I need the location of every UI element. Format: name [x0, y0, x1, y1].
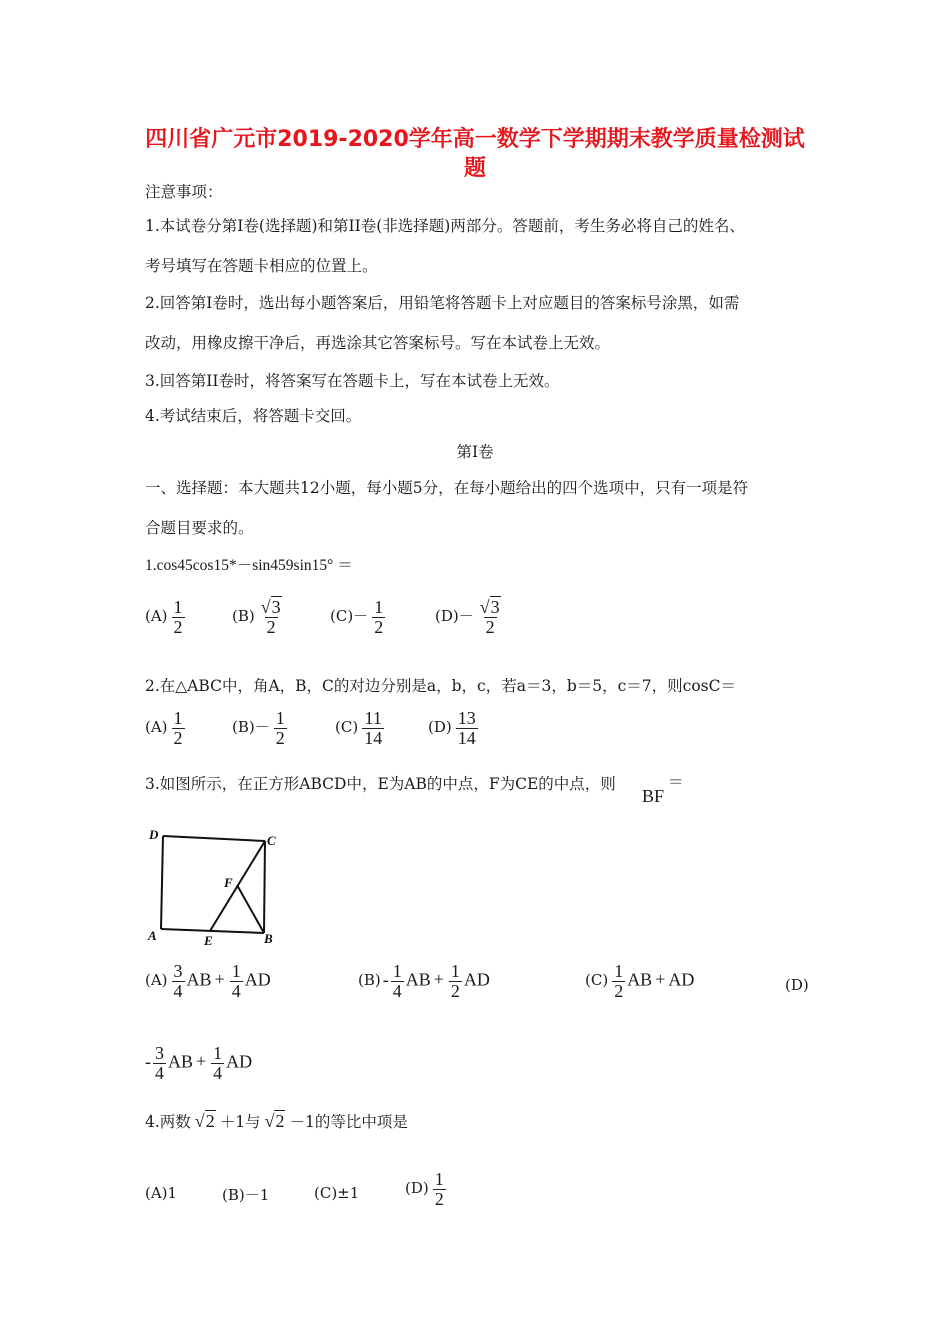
fraction: $\frac{√3}{2}$: [479, 597, 500, 637]
q3-option-d-label: (D): [785, 976, 809, 994]
notice-item: 2.回答第Ⅰ卷时，选出每小题答案后，用铅笔将答题卡上对应题目的答案标号涂黑，如需: [145, 294, 740, 312]
q4-option-c: (C)±1: [314, 1184, 360, 1202]
option-label: (A): [145, 718, 168, 737]
option-label: (D)－: [435, 607, 474, 626]
question-1-stem: 1.cos45cos15*－sin459sin15° ＝: [145, 557, 353, 574]
fraction: $\frac{13}{14}$: [457, 708, 476, 748]
fraction: $\frac{1}{2}$: [275, 708, 285, 748]
label-f: F: [224, 875, 233, 890]
label-d: D: [149, 827, 159, 842]
fraction: $\frac{1}{2}$: [173, 597, 183, 637]
notice-item: 1.本试卷分第Ⅰ卷(选择题)和第II卷(非选择题)两部分。答题前，考生务必将自己的姓名、: [145, 217, 745, 235]
q3-option-b: (B) - $\frac{1}{4}$ AB + $\frac{1}{2}$ AD: [358, 961, 490, 1001]
fraction: $\frac{1}{2}$: [374, 597, 384, 637]
fraction: $\frac{3}{4}$: [173, 961, 183, 1001]
fraction: $\frac{1}{2}$: [450, 961, 460, 1001]
page-title-continued: 题: [463, 156, 486, 181]
option-label: (C)－: [330, 607, 369, 626]
section-instructions-continued: 合题目要求的。: [145, 519, 254, 537]
option-label: (A): [145, 607, 168, 626]
label-b: B: [264, 931, 273, 946]
option-label: (C): [335, 718, 359, 737]
question-3-stem: 3.如图所示，在正方形ABCD中，E为AB的中点，F为CE的中点，则: [145, 775, 616, 793]
fraction: $\frac{1}{4}$: [231, 961, 241, 1001]
q2-option-c: [335, 709, 386, 748]
fraction: $\frac{1}{2}$: [434, 1169, 444, 1209]
label-e: E: [204, 933, 213, 948]
segment-da: [161, 836, 163, 929]
label-a: A: [148, 928, 157, 943]
segment-cb: [264, 841, 265, 933]
label-c: C: [267, 833, 276, 848]
notice-item: 考号填写在答题卡相应的位置上。: [145, 257, 378, 275]
sqrt-2: √2: [194, 1111, 215, 1131]
q3-option-a: (A) $\frac{3}{4}$ AB + $\frac{1}{4}$ AD: [145, 961, 271, 1001]
notice-item: 4.考试结束后，将答题卡交回。: [145, 407, 362, 425]
section-title: 第Ⅰ卷: [456, 443, 494, 461]
fraction: $\frac{1}{4}$: [213, 1043, 223, 1083]
q2-option-b: [232, 709, 289, 748]
question-4-stem: 4.两数 √2 ＋1与 √2 －1的等比中项是: [145, 1111, 408, 1131]
fraction: $\frac{1}{4}$: [392, 961, 402, 1001]
segment-dc: [163, 836, 265, 841]
option-label: (D): [428, 718, 452, 737]
q2-option-a: [145, 709, 187, 748]
q1-option-c: [330, 598, 387, 637]
fraction: $\frac{3}{4}$: [155, 1043, 164, 1083]
q4-option-a: (A)1: [145, 1184, 178, 1202]
fraction: $\frac{√3}{2}$: [260, 597, 281, 637]
notice-heading: 注意事项：: [145, 183, 223, 201]
q4-option-b: (B)－1: [222, 1186, 270, 1204]
fraction: $\frac{11}{14}$: [364, 708, 383, 748]
equals-sign: ＝: [668, 773, 684, 791]
option-label: (B): [232, 607, 255, 626]
segment-fb: [237, 885, 264, 933]
q1-option-a: [145, 598, 187, 637]
option-label: (B)－: [232, 718, 270, 737]
vector-bf: BF: [642, 786, 665, 806]
fraction: $\frac{1}{2}$: [173, 708, 183, 748]
q3-option-d: - $\frac{3}{4}$ AB + $\frac{1}{4}$ AD: [145, 1043, 253, 1083]
q1-option-d: [435, 598, 505, 637]
question-2-stem: 2.在△ABC中，角A，B，C的对边分别是a，b，c，若a＝3，b＝5，c＝7，则cosC＝: [145, 677, 736, 695]
sqrt-2: √2: [264, 1111, 285, 1131]
page-title: 四川省广元市2019-2020学年高一数学下学期期末教学质量检测试: [145, 127, 805, 152]
notice-item: 3.回答第II卷时，将答案写在答题卡上，写在本试卷上无效。: [145, 372, 560, 390]
q2-option-d: [428, 709, 480, 748]
notice-item: 改动，用橡皮擦干净后，再选涂其它答案标号。写在本试卷上无效。: [145, 334, 611, 352]
q4-option-d: (D) $\frac{1}{2}$: [405, 1169, 444, 1209]
q1-option-b: [232, 598, 286, 637]
section-instructions: 一、选择题：本大题共12小题，每小题5分，在每小题给出的四个选项中，只有一项是符: [145, 479, 749, 497]
fraction: $\frac{1}{2}$: [614, 961, 624, 1001]
square-figure: [140, 820, 290, 950]
q3-option-c: (C) $\frac{1}{2}$ AB + AD: [585, 961, 695, 1001]
